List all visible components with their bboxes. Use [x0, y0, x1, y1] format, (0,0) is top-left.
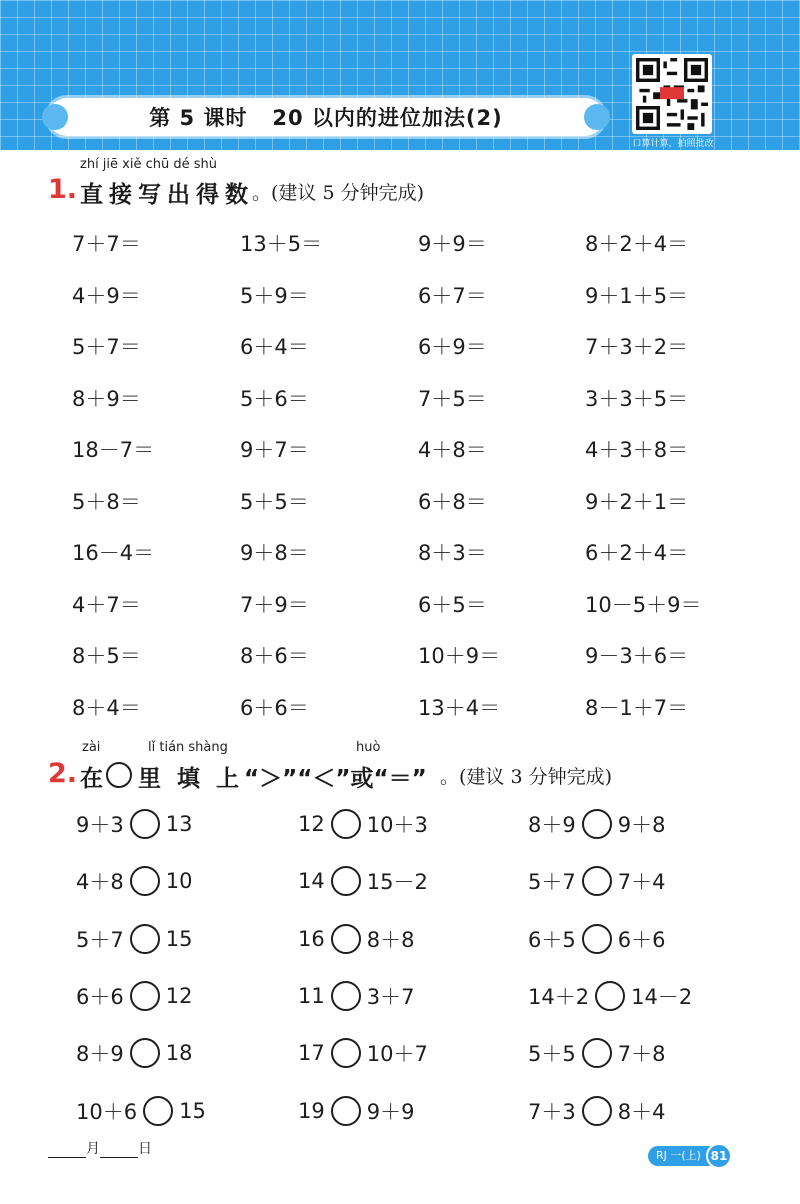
lesson-title: 第 5 课时 20 以内的进位加法(2)	[149, 106, 503, 130]
comparison-item	[298, 809, 428, 839]
comparison-left: 17	[298, 1041, 325, 1066]
comparison-left: 10＋6	[76, 1099, 138, 1124]
comparison-left: 12	[298, 812, 325, 836]
section2-pinyin-huo: huò	[356, 740, 381, 755]
comparison-left: 16	[298, 926, 325, 951]
calc-problem: 6＋6＝	[240, 695, 309, 720]
comparison-right: 15	[165, 926, 193, 951]
calc-problem: 13＋5＝	[240, 232, 323, 256]
qr-caption: 口算计算，拍照批改	[632, 139, 714, 149]
calc-problem: 9＋1＋5＝	[585, 283, 689, 308]
comparison-item	[298, 866, 428, 896]
calc-problem: 7＋5＝	[418, 386, 487, 411]
calc-problem: 8＋9＝	[72, 386, 141, 411]
answer-circle[interactable]	[582, 1096, 612, 1126]
comparison-left: 19	[298, 1098, 325, 1123]
section2-title-b: 里 填 上	[138, 766, 244, 792]
comparison-left: 8＋9	[76, 1042, 124, 1067]
answer-circle[interactable]	[130, 866, 160, 896]
comparison-item	[298, 1096, 414, 1126]
calc-problem: 5＋9＝	[240, 283, 309, 308]
comparison-item	[528, 924, 665, 954]
calc-problem: 5＋7＝	[72, 335, 141, 359]
calc-problem: 4＋3＋8＝	[585, 438, 689, 462]
qr-code-icon	[636, 58, 708, 130]
answer-circle[interactable]	[130, 924, 160, 954]
answer-circle[interactable]	[331, 809, 361, 839]
date-line	[48, 1138, 152, 1158]
calc-problem: 13＋4＝	[418, 695, 501, 720]
comparison-right: 7＋4	[617, 870, 666, 895]
section1-hint: 。(建议 5 分钟完成)	[252, 182, 424, 204]
comparison-right: 15－2	[366, 870, 428, 895]
lesson-title-banner	[48, 98, 604, 136]
comparison-right: 7＋8	[617, 1042, 666, 1067]
comparison-left: 5＋7	[76, 927, 124, 952]
calc-problem: 10－5＋9＝	[585, 592, 702, 617]
comparison-left: 5＋7	[528, 870, 576, 895]
answer-circle[interactable]	[143, 1096, 173, 1126]
calc-problem: 9＋2＋1＝	[585, 489, 689, 514]
calc-problem: 6＋2＋4＝	[585, 541, 689, 565]
header-band	[0, 0, 800, 150]
comparison-right: 18	[165, 1041, 193, 1066]
answer-circle[interactable]	[130, 1038, 160, 1068]
comparison-right: 10＋7	[366, 1042, 428, 1067]
comparison-item	[76, 981, 192, 1011]
comparison-right: 9＋9	[366, 1099, 415, 1124]
comparison-right: 6＋6	[617, 927, 666, 952]
calc-problem: 7＋7＝	[72, 232, 141, 256]
answer-circle[interactable]	[595, 981, 625, 1011]
answer-circle[interactable]	[331, 924, 361, 954]
comparison-item	[528, 1096, 665, 1126]
calc-problem: 3＋3＋5＝	[585, 386, 689, 411]
calc-problem: 16－4＝	[72, 541, 155, 565]
calc-problem: 7＋9＝	[240, 592, 309, 617]
calc-problem: 4＋9＝	[72, 283, 141, 308]
comparison-right: 9＋8	[617, 813, 666, 837]
comparison-item	[528, 1038, 665, 1068]
calc-problem: 10＋9＝	[418, 644, 501, 668]
section2-pinyin-zai: zài	[82, 740, 101, 755]
calc-problem: 9－3＋6＝	[585, 644, 689, 668]
answer-circle[interactable]	[582, 866, 612, 896]
calc-problem: 8＋6＝	[240, 644, 309, 668]
month-label: 月	[86, 1141, 100, 1157]
comparison-left: 9＋3	[76, 813, 124, 837]
comparison-item	[528, 866, 665, 896]
month-blank[interactable]	[48, 1144, 86, 1158]
day-label: 日	[138, 1141, 152, 1157]
comparison-item	[76, 809, 192, 839]
comparison-item	[76, 924, 192, 954]
comparison-left: 6＋6	[76, 984, 124, 1009]
qr-code[interactable]	[632, 54, 712, 134]
calc-problem: 5＋5＝	[240, 489, 309, 514]
answer-circle[interactable]	[582, 924, 612, 954]
answer-circle[interactable]	[331, 866, 361, 896]
comparison-left: 14	[298, 869, 325, 894]
section2-number: 2.	[48, 758, 78, 789]
edition-tag: RJ 一(上)	[648, 1146, 729, 1166]
comparison-right: 3＋7	[366, 984, 415, 1009]
comparison-left: 5＋5	[528, 1042, 576, 1067]
calc-problem: 9＋8＝	[240, 541, 309, 565]
calc-problem: 18－7＝	[72, 438, 155, 462]
comparison-right: 10＋3	[366, 813, 428, 837]
comparison-item	[528, 809, 665, 839]
page-number: 81	[706, 1143, 732, 1169]
calc-problem: 6＋9＝	[418, 335, 487, 359]
calc-problem: 8＋2＋4＝	[585, 232, 689, 256]
comparison-item	[298, 1038, 428, 1068]
comparison-right: 12	[165, 983, 193, 1008]
calc-problem: 4＋7＝	[72, 592, 141, 617]
section2-title-a: 在	[80, 766, 109, 792]
comparison-item	[298, 981, 414, 1011]
calc-problem: 6＋5＝	[418, 592, 487, 617]
section1-number: 1.	[48, 174, 78, 205]
calc-problem: 6＋4＝	[240, 335, 309, 359]
section1-title: 直接写出得数	[80, 182, 254, 208]
circle-symbol-icon	[106, 762, 132, 788]
section2-title-c: “＞”“＜”或“＝”	[244, 766, 427, 792]
answer-circle[interactable]	[331, 1038, 361, 1068]
comparison-left: 8＋9	[528, 813, 576, 837]
comparison-left: 4＋8	[76, 870, 124, 895]
calc-problem: 8＋4＝	[72, 695, 141, 720]
section2-pinyin-li: lǐ tián shàng	[148, 740, 228, 755]
calc-problem: 5＋6＝	[240, 386, 309, 411]
answer-circle[interactable]	[130, 809, 160, 839]
answer-circle[interactable]	[130, 981, 160, 1011]
comparison-item	[76, 866, 192, 896]
comparison-right: 13	[165, 812, 193, 836]
comparison-left: 14＋2	[528, 984, 590, 1009]
calc-problem: 9＋9＝	[418, 232, 487, 256]
comparison-item	[76, 1038, 192, 1068]
calc-problem: 6＋7＝	[418, 283, 487, 308]
comparison-item	[76, 1096, 206, 1126]
comparison-item	[528, 981, 692, 1011]
comparison-right: 8＋8	[366, 927, 415, 952]
answer-circle[interactable]	[582, 1038, 612, 1068]
section1-pinyin: zhí jiē xiě chū dé shù	[80, 157, 217, 172]
comparison-right: 14－2	[631, 984, 693, 1009]
comparison-left: 11	[298, 983, 325, 1008]
comparison-right: 10	[165, 869, 193, 894]
calc-problem: 8＋5＝	[72, 644, 141, 668]
calc-problem: 9＋7＝	[240, 438, 309, 462]
comparison-left: 7＋3	[528, 1099, 576, 1124]
day-blank[interactable]	[100, 1144, 138, 1158]
answer-circle[interactable]	[331, 1096, 361, 1126]
answer-circle[interactable]	[331, 981, 361, 1011]
calc-problem: 4＋8＝	[418, 438, 487, 462]
comparison-right: 15	[179, 1098, 206, 1123]
calc-problem: 8－1＋7＝	[585, 695, 689, 720]
comparison-left: 6＋5	[528, 927, 576, 952]
section2-hint: 。(建议 3 分钟完成)	[440, 766, 612, 788]
calc-problem: 7＋3＋2＝	[585, 335, 689, 359]
calc-problem: 8＋3＝	[418, 541, 487, 565]
comparison-item	[298, 924, 414, 954]
answer-circle[interactable]	[582, 809, 612, 839]
calc-problem: 6＋8＝	[418, 489, 487, 514]
calc-problem: 5＋8＝	[72, 489, 141, 514]
comparison-right: 8＋4	[617, 1099, 666, 1124]
